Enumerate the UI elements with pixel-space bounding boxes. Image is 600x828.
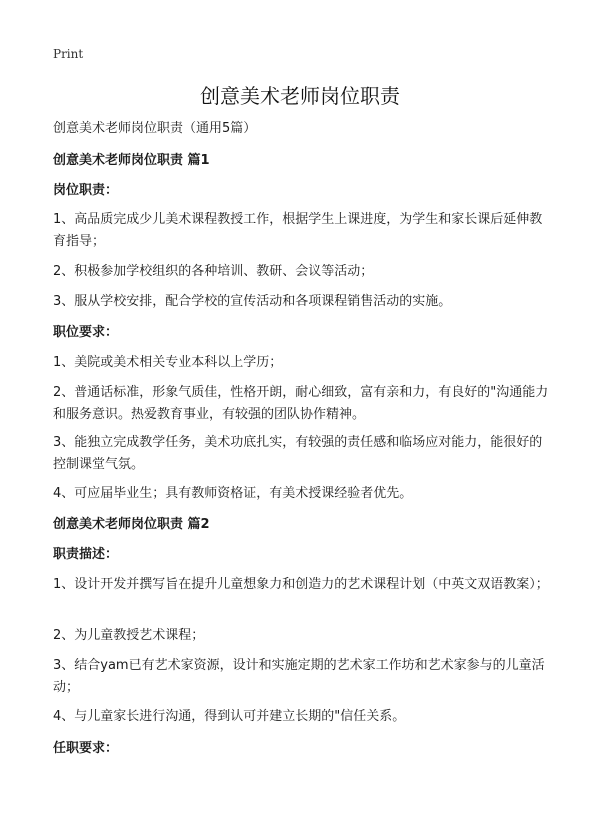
document-subtitle: 创意美术老师岗位职责（通用5篇） [53,121,257,136]
section2-requirements-heading: 任职要求： [53,741,119,756]
section1-req-1: 1、美院或美术相关专业本科以上学历； [53,355,283,370]
print-label: Print [53,47,84,61]
section1-req-3: 3、能独立完成教学任务，美术功底扎实，有较强的责任感和临场应对能力，能很好的控制课堂气氛。 [53,435,543,472]
section2-duty-1: 1、设计开发并撰写旨在提升儿童想象力和创造力的艺术课程计划（中英文双语教案）； [53,577,549,592]
section1-requirements-heading: 职位要求： [53,325,119,340]
section2-duty-2: 2、为儿童教授艺术课程； [53,628,205,643]
section1-heading: 创意美术老师岗位职责 篇1 [53,153,210,168]
section1-duties-heading: 岗位职责： [53,183,119,198]
section2-duty-4: 4、与儿童家长进行沟通，得到认可并建立长期的"信任关系。 [53,709,406,724]
section1-duty-2: 2、积极参加学校组织的各种培训、教研、会议等活动； [53,264,374,279]
section1-req-2: 2、普通话标准，形象气质佳，性格开朗，耐心细致，富有亲和力，有良好的"沟通能力和服务意识。热爱教育事业，有较强的团队协作精神。 [53,385,549,422]
section2-duties-heading: 职责描述： [53,547,119,562]
section1-duty-1: 1、高品质完成少儿美术课程教授工作，根据学生上课进度，为学生和家长课后延伸教育指导； [53,212,543,249]
page-title: 创意美术老师岗位职责 [200,84,400,108]
section2-duty-3: 3、结合yam已有艺术家资源，设计和实施定期的艺术家工作坊和艺术家参与的儿童活动； [53,658,545,695]
section1-req-4: 4、可应届毕业生；具有教师资格证，有美术授课经验者优先。 [53,486,413,501]
section2-heading: 创意美术老师岗位职责 篇2 [53,517,210,532]
section1-duty-3: 3、服从学校安排，配合学校的宣传活动和各项课程销售活动的实施。 [53,294,452,309]
